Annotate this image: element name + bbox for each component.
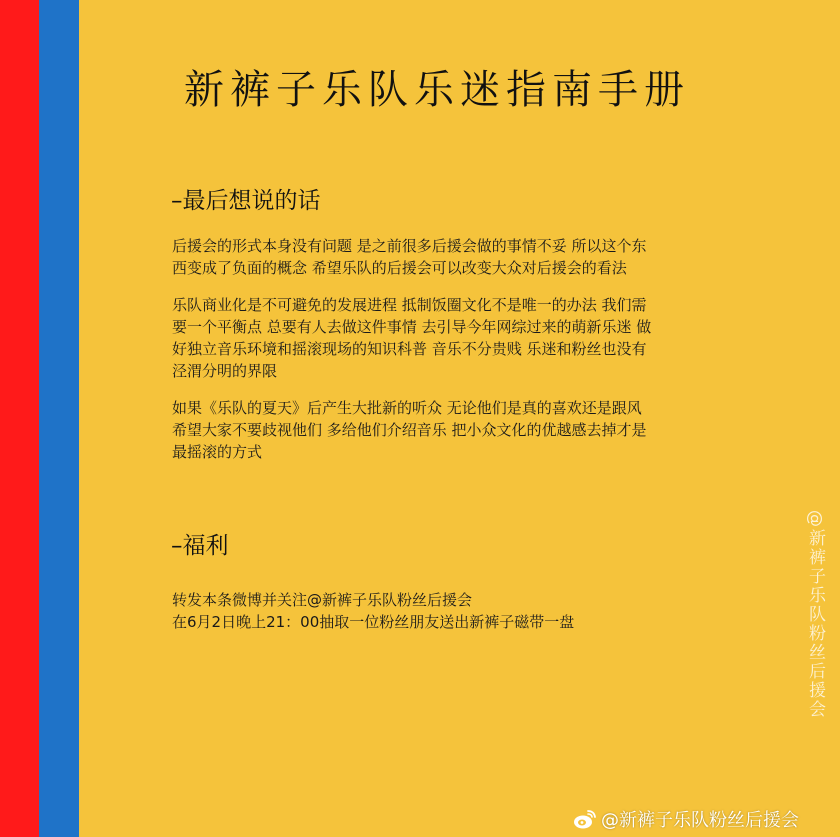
- paragraph-1: [172, 235, 732, 279]
- page-title: 新裤子乐队乐迷指南手册: [184, 67, 690, 113]
- bottom-watermark-text: @新裤子乐队粉丝后援会: [601, 810, 799, 831]
- paragraph-line: 泾渭分明的界限: [172, 362, 278, 380]
- paragraph-line: 好独立音乐环境和摇滚现场的知识科普 音乐不分贵贱 乐迷和粉丝也没有: [172, 340, 647, 358]
- paragraph-line: 乐队商业化是不可避免的发展进程 抵制饭圈文化不是唯一的办法 我们需: [172, 296, 647, 314]
- paragraph-2: [172, 294, 732, 382]
- welfare-line: 在6月2日晚上21：00抽取一位粉丝朋友送出新裤子磁带一盘: [172, 613, 575, 631]
- paragraph-3: [172, 397, 732, 463]
- red-stripe: [0, 0, 39, 837]
- paragraph-line: 如果《乐队的夏天》后产生大批新的听众 无论他们是真的喜欢还是跟风: [172, 399, 642, 417]
- welfare-text: [172, 589, 732, 633]
- paragraph-line: 后援会的形式本身没有问题 是之前很多后援会做的事情不妥 所以这个东: [172, 237, 647, 255]
- welfare-line: 转发本条微博并关注@新裤子乐队粉丝后援会: [172, 591, 473, 609]
- paragraph-line: 西变成了负面的概念 希望乐队的后援会可以改变大众对后援会的看法: [172, 259, 627, 277]
- section-heading-final-words: –最后想说的话: [171, 188, 321, 214]
- paragraph-line: 最摇滚的方式: [172, 443, 263, 461]
- section-heading-welfare: –福利: [171, 533, 229, 559]
- weibo-icon: [573, 808, 597, 830]
- paragraph-line: 希望大家不要歧视他们 多给他们介绍音乐 把小众文化的优越感去掉才是: [172, 421, 647, 439]
- paragraph-line: 要一个平衡点 总要有人去做这件事情 去引导今年网综过来的萌新乐迷 做: [172, 318, 652, 336]
- bottom-watermark: [573, 805, 799, 833]
- vertical-watermark: @新裤子乐队粉丝后援会: [805, 510, 825, 719]
- blue-stripe: [39, 0, 79, 837]
